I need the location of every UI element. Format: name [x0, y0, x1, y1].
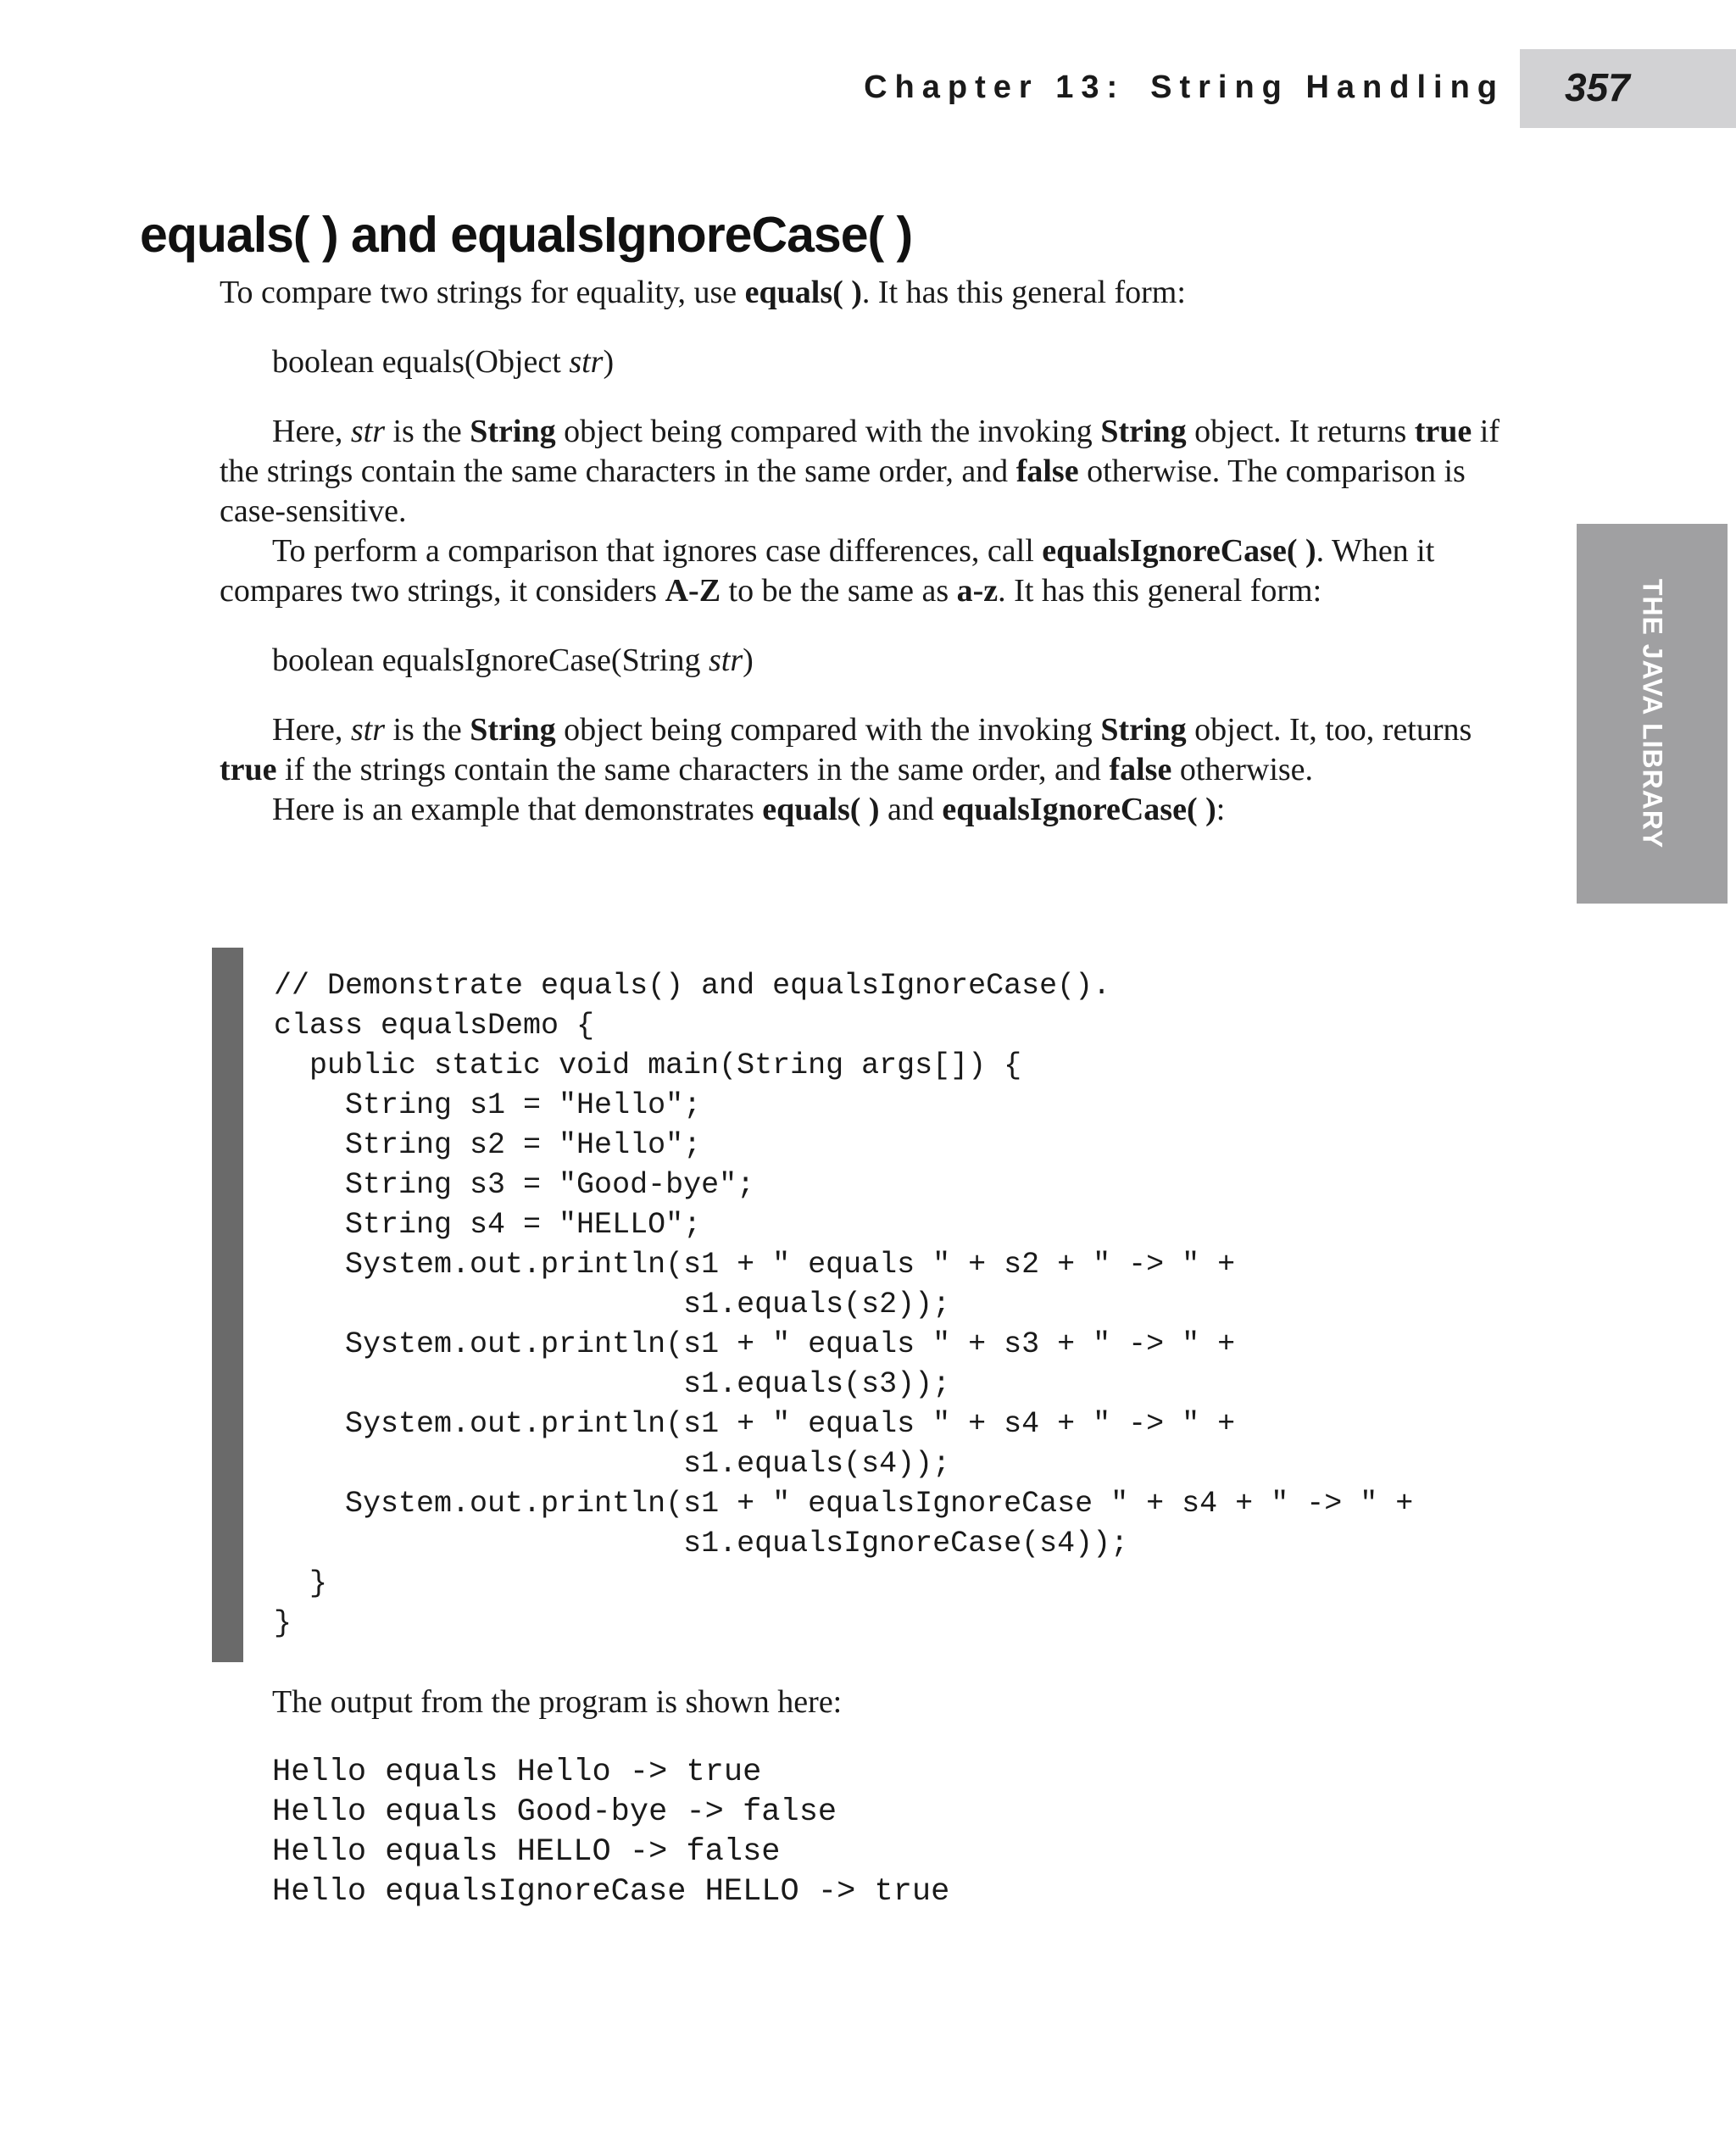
program-output: Hello equals Hello -> true Hello equals Good-bye -> false Hello equals HELLO -> false Hello equalsIgnoreCase HELLO -> true	[272, 1755, 950, 1910]
chapter-title: String Handling	[1150, 70, 1505, 105]
paragraph-ignore-case: To perform a comparison that ignores case differences, call equalsIgnoreCase( ). When it compares two strings, it considers A-Z to be the same as a-z. It has this general form:	[220, 533, 1435, 609]
section-title: equals( ) and equalsIgnoreCase( )	[140, 207, 913, 263]
output-intro: The output from the program is shown here:	[272, 1684, 843, 1720]
code-listing: // Demonstrate equals() and equalsIgnoreCase(). class equalsDemo { public static void main(String args[]) { String s1 = "Hello"; String s2 = "Hello"; String s3 = "Good-bye"; String s4 = "HELLO"; System.out.println(s1 + " equals " + s2 + " -> " + s1.equals(s2)); System.out.println(s1 + " equals " + s3 + " -> " + s1.equals(s3)); System.out.println(s1 + " equals " + s4 + " -> " + s1.equals(s4)); System.out.println(s1 + " equalsIgnoreCase " + s4 + " -> " + s1.equalsIgnoreCase(s4)); } }	[274, 969, 1414, 1640]
page-number: 357	[1565, 65, 1630, 109]
paragraph-example-intro: Here is an example that demonstrates equals( ) and equalsIgnoreCase( ):	[272, 792, 1226, 827]
paragraph-equals-explanation: Here, str is the String object being compared with the invoking String object. It returns true if the strings contain the same characters in the same order, and false otherwise. The comparison is case-sensitive.	[220, 414, 1500, 529]
chapter-label: Chapter 13:	[864, 70, 1126, 105]
paragraph-ignore-case-explanation: Here, str is the String object being compared with the invoking String object. It, too, returns true if the strings contain the same characters in the same order, and false otherwise.	[220, 712, 1472, 787]
running-header	[0, 70, 1505, 106]
general-form-equals: boolean equals(Object str)	[272, 344, 615, 380]
intro-paragraph: To compare two strings for equality, use equals( ). It has this general form:	[220, 275, 1186, 310]
side-tab-label: THE JAVA LIBRARY	[1637, 578, 1668, 849]
page-number-box	[1520, 49, 1736, 128]
body-text	[220, 273, 1508, 830]
general-form-equals-ignore-case: boolean equalsIgnoreCase(String str)	[272, 642, 754, 678]
code-listing-bar	[212, 948, 243, 1662]
side-tab	[1577, 524, 1728, 904]
code-listing-block	[212, 948, 1526, 1662]
